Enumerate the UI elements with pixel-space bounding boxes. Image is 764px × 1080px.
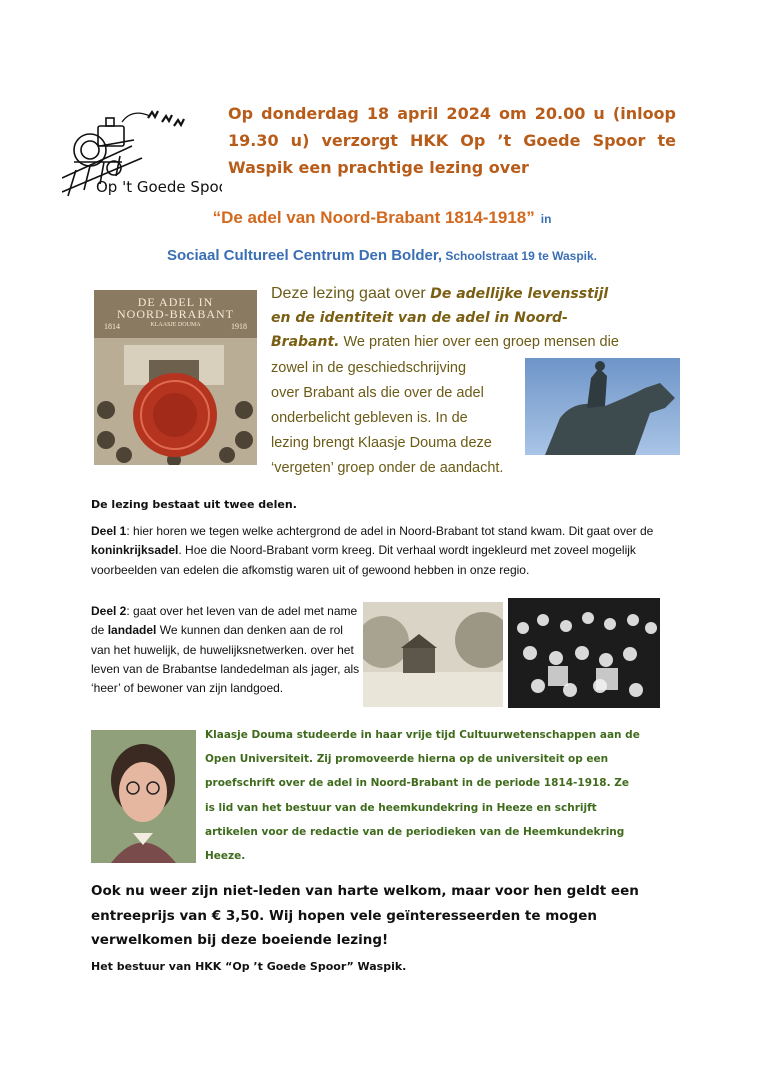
part-one-text-b: . Hoe die Noord-Brabant vorm kreeg. Dit verhaal wordt ingekleurd met zoveel mogelijk voorbeelden van edelen die afkomstig waren uit of gewoond hebben in onze regio. — [91, 543, 636, 577]
book-author: KLAASJE DOUMA — [150, 322, 201, 328]
author-line-2: Open Universiteit. Zij promoveerde hierna op de universiteit op een — [205, 753, 609, 766]
club-logo — [62, 100, 222, 210]
part-one-keyword: koninkrijksadel — [91, 543, 179, 558]
intro-line-2: 19.30 u) verzorgt HKK Op ’t Goede Spoor te — [228, 131, 676, 150]
group-photo — [508, 598, 660, 708]
welcome-line-3: verwelkomen bij deze boeiende lezing! — [91, 932, 389, 948]
part-two-text-b: We kunnen dan denken aan de rol van het huwelijk, de huwelijksnetwerken. over het leven van de Brabantse landedelman als jager, als ‘heer’ of bewoner van zijn landgoed. — [91, 623, 360, 696]
venue-address: Schoolstraat 19 te Waspik. — [442, 249, 597, 263]
signature: Het bestuur van HKK “Op ’t Goede Spoor” Waspik. — [91, 960, 407, 973]
venue — [0, 247, 764, 265]
part-two-keyword: landadel — [107, 623, 157, 638]
lecture-emphasis-3: Brabant. — [271, 334, 340, 350]
lecture-text-2: zowel in de geschiedschrijving — [271, 360, 467, 376]
book-subtitle — [104, 322, 247, 331]
part-two-label: Deel 2 — [91, 604, 127, 618]
lecture-emphasis-2: en de identiteit van de adel in Noord- — [271, 310, 568, 326]
lecture-lead: Deze lezing gaat over — [271, 285, 431, 302]
author-line-6: Heeze. — [205, 850, 246, 863]
lecture-emphasis-1: De adellijke levensstijl — [430, 286, 609, 302]
author-line-1: Klaasje Douma studeerde in haar vrije tijd Cultuurwetenschappen aan de — [205, 729, 640, 741]
mansion-photo — [363, 602, 503, 707]
intro-line-1: Op donderdag 18 april 2024 om 20.00 u (inloop — [228, 104, 676, 123]
author-portrait — [91, 730, 196, 863]
book-title-line-1: DE ADEL IN — [137, 295, 214, 309]
mansion-art — [363, 602, 503, 707]
author-line-5: artikelen voor de redactie van de periodieken van de Heemkundekring — [205, 825, 625, 838]
welcome-line-1: Ook nu weer zijn niet-leden van harte welkom, maar voor hen geldt een — [91, 883, 639, 899]
lecture-text-4: onderbelicht gebleven is. In de — [271, 410, 468, 426]
lecture-title — [0, 208, 764, 228]
welcome-text — [91, 879, 691, 953]
part-two-text-a: : gaat over het leven van de adel met name de — [91, 604, 358, 638]
author-bio — [205, 723, 675, 868]
lecture-text-3: over Brabant als die over de adel — [271, 385, 484, 401]
book-year-end: 1918 — [230, 322, 247, 331]
part-one — [91, 522, 681, 580]
lecture-text-1: We praten hier over een groep mensen die — [339, 334, 619, 350]
book-cover-image — [94, 290, 257, 465]
venue-name: Sociaal Cultureel Centrum Den Bolder, — [166, 247, 443, 264]
title-text: “De adel van Noord-Brabant 1814-1918” — [212, 208, 535, 227]
intro-text — [228, 100, 676, 181]
author-line-3: proefschrift over de adel in Noord-Brabant in de periode 1814-1918. Ze — [205, 777, 629, 790]
lecture-text-6: ‘vergeten’ groep onder de aandacht. — [271, 460, 504, 476]
parts-intro: De lezing bestaat uit twee delen. — [91, 498, 297, 511]
book-title-line-2: NOORD-BRABANT — [116, 307, 234, 321]
statue-art — [525, 358, 680, 455]
welcome-line-2: entreeprijs van € 3,50. Wij hopen vele geïnteresseerden te mogen — [91, 907, 597, 924]
part-one-label: Deel 1 — [91, 524, 127, 538]
title-suffix: in — [540, 212, 552, 226]
portrait-art — [91, 730, 196, 863]
author-line-4: is lid van het bestuur van de heemkundekring in Heeze en schrijft — [205, 801, 597, 814]
lecture-text-5: lezing brengt Klaasje Douma deze — [271, 435, 492, 451]
group-art — [508, 598, 660, 708]
equestrian-statue-image — [525, 358, 680, 455]
book-title — [94, 296, 257, 320]
part-two — [91, 602, 361, 698]
book-year-start: 1814 — [104, 322, 120, 331]
train-logo-icon — [62, 100, 222, 210]
logo-text: Op 't Goede Spoor — [96, 178, 222, 196]
part-one-text-a: : hier horen we tegen welke achtergrond de adel in Noord-Brabant tot stand kwam. Dit gaat over de — [126, 524, 654, 538]
intro-line-3: Waspik een prachtige lezing over — [228, 158, 529, 177]
